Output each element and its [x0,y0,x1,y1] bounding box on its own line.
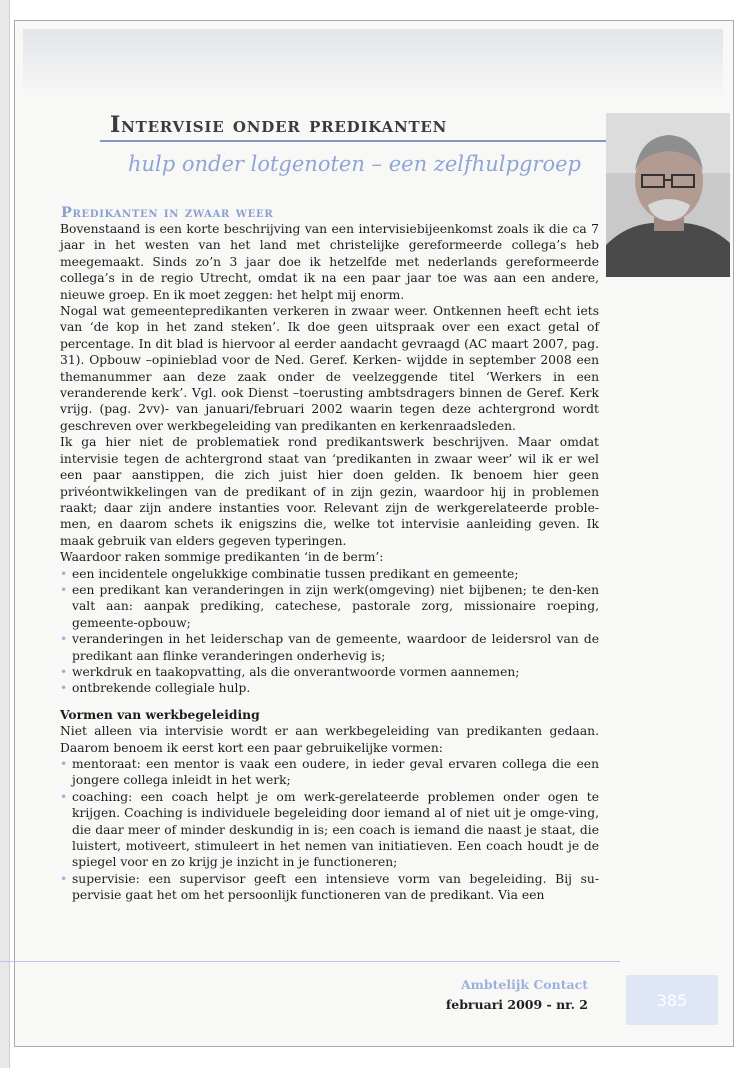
paragraph: Nogal wat gemeentepredikanten verkeren in zwaar weer. Ontkennen heeft echt iets van ‘de kop in het zand steken’. Ik doe geen uitspraak over een exact getal of percentage. In dit blad is hiervoor al eerder aandacht gevraagd (AC maart 2007, pag. 31). Opbouw –opinieblad voor de Ned. Geref. Kerken- wijdde in september 2008 een themanummer aan deze zaak onder de veelzeggende titel ‘Werkers in een veranderende kerk’. Vgl. ook Dienst –toerusting ambtsdragers binnen de Geref. Kerk vrijg. (pag. 2vv)- van januari/februari 2002 waarin tegen deze achtergrond wordt geschreven over werkbegeleiding van predikanten en kerkenraadsleden. [60,304,599,433]
author-portrait-icon [606,113,730,277]
article-title: Intervisie onder predikanten [110,112,448,138]
paragraph: Waardoor raken sommige predikanten ‘in de berm’: [60,550,384,565]
paragraph: Ik ga hier niet de problematiek rond predikantswerk beschrijven. Maar omdat intervisie tegen de achtergrond staat van ‘predikanten in zwaar weer’ wil ik er wel een paar aanstippen, die zich juist hier doen gelden. Ik benoem hier geen privéontwikkelingen van de predikant of in zijn gezin, waardoor hij in problemen raakt; daar zijn andere instanties voor. Relevant zijn de werkgerelateerde proble-men, en daarom schets ik enigszins die, welke tot intervisie aanleiding geven. Ik maak gebruik van elders gegeven typeringen. [60,435,599,548]
issue-info: februari 2009 - nr. 2 [445,997,588,1012]
page-number-box [626,975,718,1025]
list-item: • een predikant kan veranderingen in zijn werk(omgeving) niet bijbenen; te den-ken valt aan: aanpak prediking, catechese, pastorale zorg, missionaire roeping, gemeente-opbouw; [60,582,599,631]
list-item: • werkdruk en taakopvatting, als die onverantwoorde vormen aannemen; [60,664,599,680]
paragraph: Bovenstaand is een korte beschrijving van een intervisiebijeenkomst zoals ik die ca 7 jaar in het westen van het land met christelijke gereformeerde collega’s heb meegemaakt. Sinds zo’n 3 jaar doe ik hetzelfde met nederlands gereformeerde collega’s in de regio Utrecht, omdat ik na een paar jaar toe was aan een andere, nieuwe groep. En ik moet zeggen: het helpt mij enorm. [60,222,599,302]
section-heading: Predikanten in zwaar weer [61,204,274,221]
subheading: Vormen van werkbegeleiding [60,706,260,722]
paragraph: Niet alleen via intervisie wordt er aan werkbegeleiding van predikanten gedaan. Daarom benoem ik eerst kort een paar gebruikelijke vormen: [60,724,599,755]
magazine-name: Ambtelijk Contact [460,977,588,992]
bullet-list [60,566,599,697]
article-subtitle: hulp onder lotgenoten – een zelfhulpgroep [128,152,581,176]
bullet-list [60,756,599,904]
list-item: • coaching: een coach helpt je om werk-gerelateerde problemen onder ogen te krijgen. Coaching is individuele begeleiding door iemand al of niet uit je omge-ving, die daar meer of minder deskundig in is; een coach is iemand die naast je staat, die luistert, motiveert, stimuleert in het nemen van initiatieven. Een coach houdt je de spiegel voor en zo krijg je inzicht in je functioneren; [60,789,599,871]
header-shade [23,29,723,99]
author-photo [606,113,730,277]
footer-rule [0,961,620,962]
page-number: 385 [656,991,688,1010]
article-body [60,221,599,904]
list-item: • mentoraat: een mentor is vaak een oudere, in ieder geval ervaren collega die een jongere collega inleidt in het werk; [60,756,599,789]
binding-edge [0,0,10,1068]
list-item: • ontbrekende collegiale hulp. [60,680,599,696]
list-item: • supervisie: een supervisor geeft een intensieve vorm van begeleiding. Bij su-pervisie gaat het om het persoonlijk functioneren van de predikant. Via een [60,871,599,904]
title-rule [100,140,655,142]
list-item: • een incidentele ongelukkige combinatie tussen predikant en gemeente; [60,566,599,582]
list-item: • veranderingen in het leiderschap van de gemeente, waardoor de leidersrol van de predikant aan flinke veranderingen onderhevig is; [60,631,599,664]
